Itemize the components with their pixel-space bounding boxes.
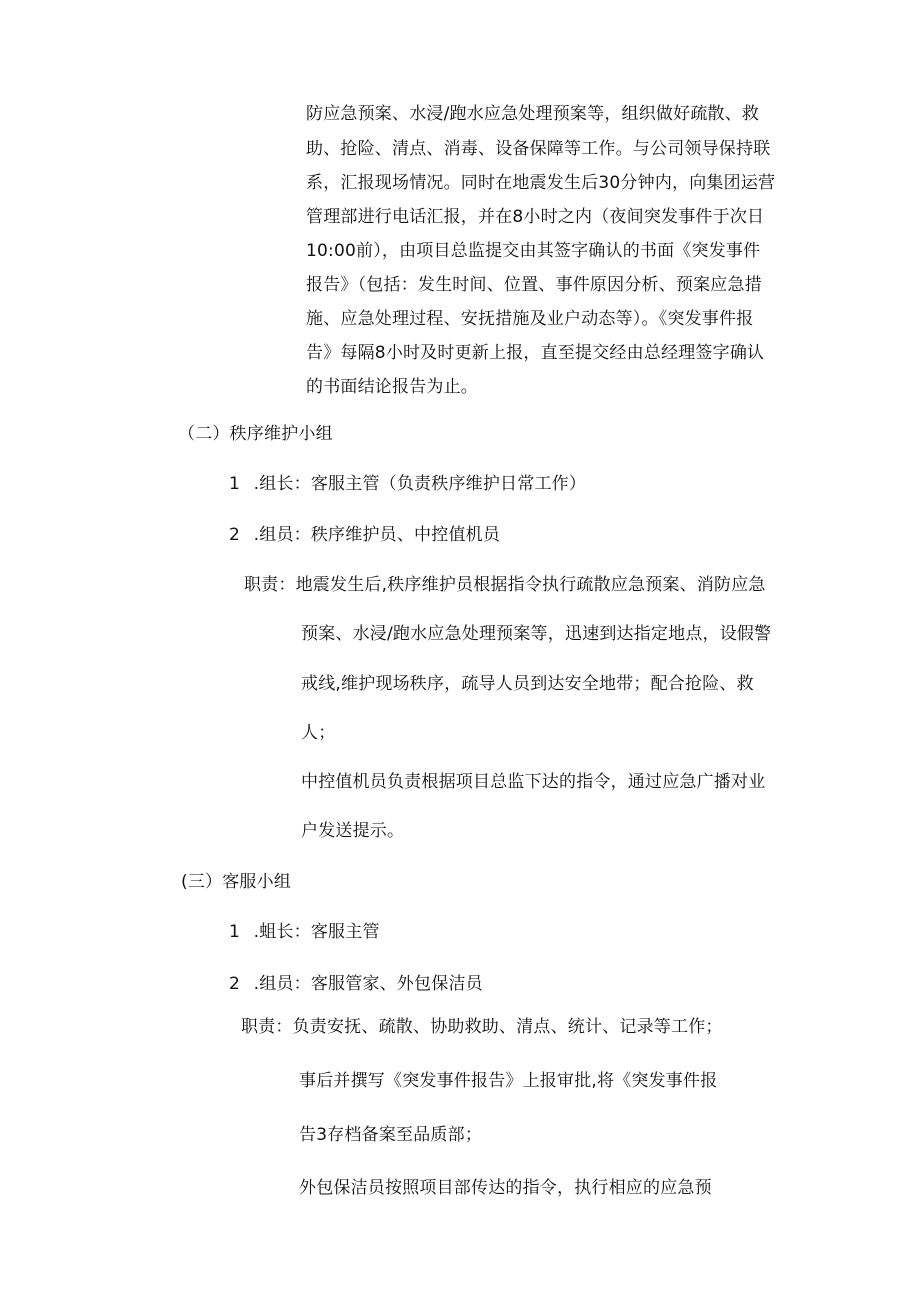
duty-label: 职责： — [244, 575, 296, 595]
item-text: .组员：客服管家、外包保洁员 — [253, 974, 483, 994]
item-number: 1 — [229, 474, 241, 494]
section-2-extra-line-2: 户发送提示。 — [301, 821, 405, 841]
intro-line-5: 10:00前），由项目总监提交由其签字确认的书面《突发事件 — [306, 241, 761, 261]
intro-line-1: 防应急预案、水浸/跑水应急处理预案等，组织做好疏散、救 — [306, 104, 760, 124]
duty-label: 职责： — [241, 1017, 293, 1037]
intro-line-3: 系，汇报现场情况。同时在地震发生后30分钟内，向集团运营 — [306, 173, 776, 193]
item-text: .组员：秩序维护员、中控值机员 — [253, 525, 501, 545]
section-2-item-1 — [229, 473, 586, 495]
section-3-duty-line-2: 事后并撰写《突发事件报告》上报审批,将《突发事件报 — [299, 1071, 718, 1091]
intro-line-6: 报告》（包括：发生时间、位置、事件原因分析、预案应急措 — [306, 275, 762, 295]
section-2-heading: （二）秩序维护小组 — [178, 424, 333, 444]
section-3-heading: (三）客服小组 — [181, 872, 292, 892]
item-number: 2 — [229, 974, 241, 994]
duty-text: 地震发生后,秩序维护员根据指令执行疏散应急预案、消防应急 — [295, 575, 766, 595]
item-text: .蛆长：客服主管 — [253, 922, 380, 942]
section-3-item-2 — [229, 973, 483, 995]
duty-text: 负责安抚、疏散、协助救助、清点、统计、记录等工作； — [292, 1017, 723, 1037]
intro-line-7: 施、应急处理过程、安抚措施及业户动态等）。《突发事件报 — [306, 309, 754, 329]
section-2-duty-first-line — [244, 574, 766, 596]
section-2-item-2 — [229, 524, 500, 546]
section-2-duty-line-2: 预案、水浸/跑水应急处理预案等，迅速到达指定地点，设假警 — [301, 624, 772, 644]
item-number: 1 — [229, 922, 241, 942]
section-2-duty-line-3: 戒线,维护现场秩序，疏导人员到达安全地带；配合抢险、救 — [301, 674, 754, 694]
section-2-duty-line-4: 人； — [301, 723, 336, 743]
intro-line-8: 告》每隔8小时及时更新上报，直至提交经由总经理签字确认 — [306, 343, 765, 363]
section-3-duty-line-3: 告3存档备案至品质部； — [299, 1125, 483, 1145]
intro-line-2: 助、抢险、清点、消毒、设备保障等工作。与公司领导保持联 — [306, 139, 771, 159]
section-3-item-1 — [229, 921, 380, 943]
item-number: 2 — [229, 525, 241, 545]
section-3-duty-first-line — [241, 1016, 723, 1038]
intro-line-9: 的书面结论报告为止。 — [306, 377, 478, 397]
section-3-duty-line-4: 外包保洁员按照项目部传达的指令，执行相应的应急预 — [299, 1178, 712, 1198]
intro-line-4: 管理部进行电话汇报，并在8小时之内（夜间突发事件于次日 — [306, 207, 765, 227]
item-text: .组长：客服主管（负责秩序维护日常工作） — [253, 474, 587, 494]
section-2-extra-line-1: 中控值机员负责根据项目总监下达的指令，通过应急广播对业 — [301, 772, 766, 792]
